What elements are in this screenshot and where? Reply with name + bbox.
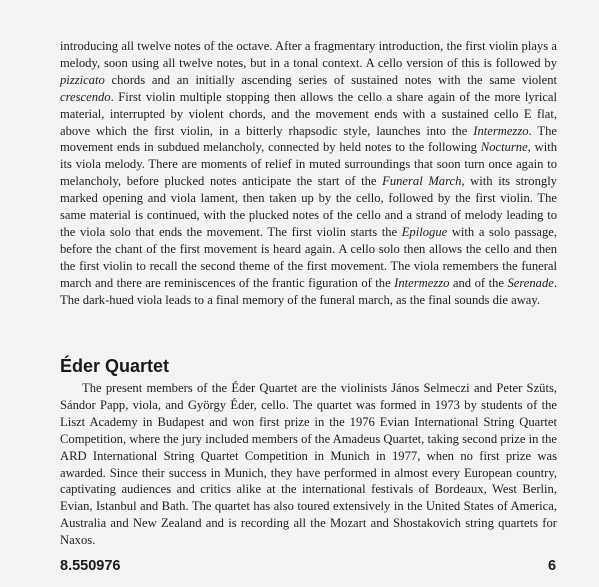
movement-title: Intermezzo xyxy=(473,123,529,138)
italic-term: crescendo xyxy=(60,89,111,104)
catalog-number: 8.550976 xyxy=(60,558,121,574)
program-notes-paragraph xyxy=(60,38,557,309)
movement-title: Nocturne xyxy=(480,140,528,155)
movement-title: Funeral March xyxy=(382,174,462,189)
text-run: chords and an initially ascending series of sustained notes with the same violent xyxy=(104,72,557,87)
text-run: . First violin multiple stopping then allows the cello a share again of the more lyrical material, interrupted by violent chords, and the movement ends with a sustained cello E flat, above which the first violin, in a bitterly rhapsodic style, launches into the xyxy=(60,89,557,138)
movement-title: Intermezzo xyxy=(394,275,450,290)
text-run: introducing all twelve notes of the octave. After a fragmentary introduction, the first violin plays a melody, soon using all twelve notes, but in a tonal context. A cello version of this is followed by xyxy=(60,39,557,70)
text-run: , with its viola melody. There are moments of relief in muted surroundings that soon turn once again to melancholy, before plucked notes anticipate the start of the xyxy=(60,140,558,189)
movement-title: Serenade xyxy=(507,275,554,290)
text-run: with a solo passage, before the chant of the first movement is heard again. A cello solo then allows the cello and then the first violin to recall the second theme of the first movement. The viola remembers the funeral march and there are reminiscences of the frantic figuration of the xyxy=(60,224,557,290)
italic-term: pizzicato xyxy=(60,72,105,87)
text-run: and of the xyxy=(449,275,508,290)
text-run: , with its strongly marked opening and viola lament, then taken up by the cello, followed by the first violin. The same material is continued, with the plucked notes of the cello and a strand of melody leading to the viola solo that ends the movement. The first violin starts the xyxy=(60,174,557,239)
text-run: . The movement ends in subdued melancholy, connected by held notes to the following xyxy=(60,123,557,155)
text-run: . The dark-hued viola leads to a final memory of the funeral march, as the final sounds die away. xyxy=(60,275,557,307)
section-heading: Éder Quartet xyxy=(60,356,170,376)
page-number: 6 xyxy=(548,558,557,574)
quartet-biography-paragraph: The present members of the Éder Quartet are the violinists János Selmeczi and Peter Szüts, Sándor Papp, viola, and György Éder, cello. The quartet was formed in 1973 by students of the Liszt Academy in Budapest and won first prize in the 1976 Evian International String Quartet Competition, where the jury included members of the Amadeus Quartet, taking second prize in the ARD International String Quartet Competition in Munich in 1977, when no first prize was awarded. Since their success in Munich, they have performed in almost every European country, captivating audiences and critics alike at the international festivals of Bordeaux, West Berlin, Evian, Istanbul and Bath. The quartet has also toured extensively in the United States of America, Australia and New Zealand and is recording all the Mozart and Shostakovich string quartets for Naxos. xyxy=(60,381,557,548)
movement-title: Epilogue xyxy=(401,224,448,239)
